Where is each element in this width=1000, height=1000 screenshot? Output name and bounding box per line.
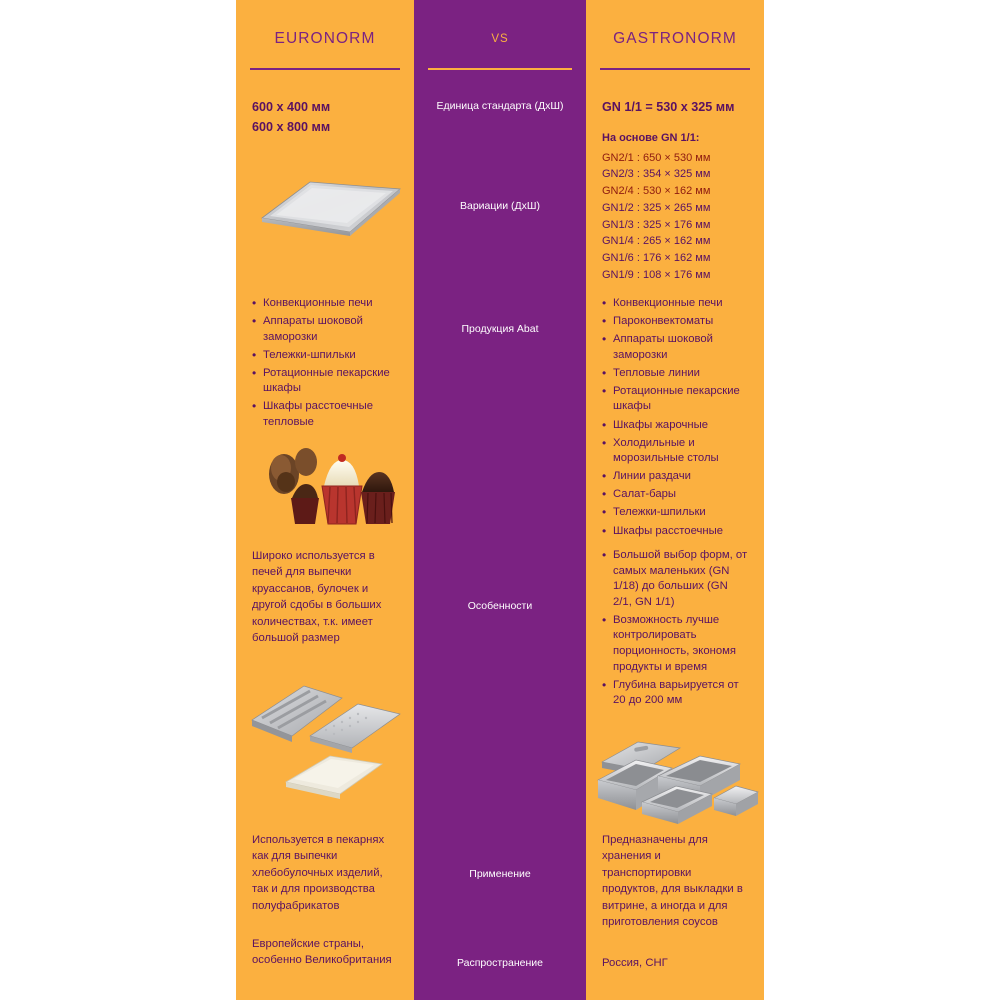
gastronorm-distribution-body: Россия, СНГ: [602, 957, 668, 969]
row-label-products: Продукция Abat: [461, 323, 539, 335]
row-label-variations: Вариации (ДхШ): [459, 200, 541, 212]
gastronorm-usage-text: [586, 832, 764, 930]
euronorm-title: EURONORM: [274, 30, 376, 47]
header-divider: [250, 68, 400, 70]
gastronorm-containers-photo: [596, 736, 762, 835]
euronorm-features-body: Широко используется в печей для выпечки круассанов, булочек и другой сдобы в больших количествах, т.к. имеет большой размер: [252, 550, 382, 644]
euronorm-column: [236, 0, 414, 1000]
euronorm-size-2: 600 x 800 мм: [252, 119, 331, 134]
row-label-distribution: Распространение: [457, 957, 543, 969]
euronorm-size-1: 600 x 400 мм: [252, 100, 331, 114]
gastronorm-size: GN 1/1 = 530 x 325 мм: [602, 100, 735, 114]
gastronorm-title: GASTRONORM: [613, 30, 737, 47]
variation-item: GN1/4 : 265 × 162 мм: [602, 235, 711, 248]
cupcakes-photo: [262, 442, 402, 539]
row-label-standard-unit: Единица стандарта (ДхШ): [436, 100, 564, 112]
euronorm-usage-text: [236, 832, 414, 914]
list-item: • Большой выбор форм, от самых маленьких (GN 1/18) до больших (GN 2/1, GN 1/1): [602, 548, 748, 610]
list-item: • Шкафы жарочные: [602, 418, 748, 434]
gastronorm-header: [586, 0, 764, 78]
baking-tray-photo: [254, 172, 404, 247]
list-item: • Тепловые линии: [602, 366, 748, 382]
euronorm-usage-body: Используется в пекарнях как для выпечки хлебобулочных изделий, так и для производства полуфабрикатов: [252, 834, 385, 912]
gastronorm-variations-list: [586, 130, 764, 283]
euronorm-features-text: [236, 548, 414, 646]
baking-trays-group-photo: [248, 672, 406, 807]
variation-item: GN1/9 : 108 × 176 мм: [602, 268, 711, 281]
list-item: • Холодильные и морозильные столы: [602, 436, 748, 467]
list-item: • Возможность лучше контролировать порционность, экономя продукты и время: [602, 613, 748, 675]
list-item: • Линии раздачи: [602, 469, 748, 485]
variation-item: GN1/2 : 325 × 265 мм: [602, 201, 711, 214]
header-divider: [428, 68, 572, 70]
vs-title: VS: [491, 33, 509, 45]
vs-header: [414, 0, 586, 78]
euronorm-distribution-text: [236, 936, 414, 969]
row-label-usage: Применение: [469, 868, 531, 880]
variation-item: GN2/4 : 530 × 162 мм: [602, 185, 711, 198]
euronorm-products-list: [236, 296, 414, 433]
euronorm-distribution-body: Европейские страны, особенно Великобритания: [252, 938, 392, 967]
list-item: • Салат-бары: [602, 487, 748, 503]
variation-item: GN2/1 : 650 × 530 мм: [602, 151, 711, 164]
list-item: • Пароконвектоматы: [602, 314, 748, 330]
list-item: • Тележки-шпильки: [602, 505, 748, 521]
gastronorm-column: [586, 0, 764, 1000]
variation-item: GN1/6 : 176 × 162 мм: [602, 252, 711, 265]
gastronorm-features-list: [586, 548, 764, 711]
comparison-infographic: [236, 0, 764, 1000]
euronorm-standard-unit: [236, 98, 414, 137]
row-label-features: Особенности: [467, 600, 533, 612]
euronorm-header: [236, 0, 414, 78]
gastronorm-standard-unit: [586, 98, 764, 118]
list-item: • Ротационные пекарские шкафы: [602, 384, 748, 415]
gastronorm-distribution-text: [586, 955, 764, 971]
list-item: • Тележки-шпильки: [252, 348, 398, 364]
list-item: • Конвекционные печи: [602, 296, 748, 312]
gastronorm-products-list: [586, 296, 764, 542]
variation-item: GN1/3 : 325 × 176 мм: [602, 218, 711, 231]
variations-heading: На основе GN 1/1:: [602, 132, 700, 144]
header-divider: [600, 68, 750, 70]
variation-item: GN2/3 : 354 × 325 мм: [602, 168, 711, 181]
gastronorm-usage-body: Предназначены для хранения и транспортировки продуктов, для выкладки в витрине, а иногда и для приготовления соусов: [602, 834, 743, 928]
list-item: • Ротационные пекарские шкафы: [252, 366, 398, 397]
list-item: • Аппараты шоковой заморозки: [252, 314, 398, 345]
list-item: • Шкафы расстоечные тепловые: [252, 399, 398, 430]
list-item: • Глубина варьируется от 20 до 200 мм: [602, 678, 748, 709]
labels-column: [414, 0, 586, 1000]
list-item: • Шкафы расстоечные: [602, 524, 748, 540]
list-item: • Конвекционные печи: [252, 296, 398, 312]
list-item: • Аппараты шоковой заморозки: [602, 332, 748, 363]
